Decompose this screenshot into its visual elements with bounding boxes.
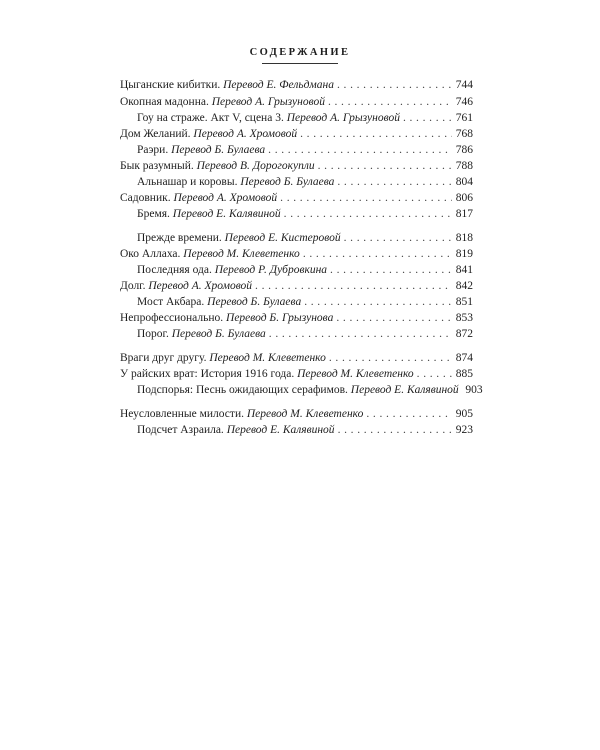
entry-title: Непрофессионально.	[120, 312, 224, 324]
dot-leader	[318, 159, 452, 173]
toc-entry[interactable]	[137, 175, 473, 189]
entry-title: Око Аллаха.	[120, 248, 181, 260]
toc-line	[0, 351, 600, 365]
entry-title: Окопная мадонна.	[120, 96, 209, 108]
entry-title: Порог.	[137, 328, 169, 340]
entry-page-number: 761	[455, 112, 473, 124]
toc-entry[interactable]	[120, 247, 473, 261]
toc-entry[interactable]	[137, 231, 473, 245]
toc-line	[0, 423, 600, 437]
entry-translator: Перевод А. Хромовой	[173, 192, 278, 204]
toc-line	[0, 247, 600, 261]
toc-line	[0, 383, 600, 397]
dot-leader	[280, 191, 452, 205]
entry-page-number: 872	[455, 328, 473, 340]
dot-leader	[255, 279, 452, 293]
entry-translator: Перевод М. Клеветенко	[183, 248, 300, 260]
dot-leader	[268, 143, 452, 157]
entry-page-number: 818	[455, 232, 473, 244]
entry-translator: Перевод Е. Кистеровой	[224, 232, 341, 244]
toc-entry[interactable]	[120, 127, 473, 141]
entry-page-number: 788	[455, 160, 473, 172]
dot-leader	[303, 247, 452, 261]
dot-leader	[284, 207, 452, 221]
toc-line	[0, 311, 600, 325]
entry-translator: Перевод Б. Булаева	[171, 144, 266, 156]
entry-title: Враги друг другу.	[120, 352, 207, 364]
entry-title: У райских врат: История 1916 года.	[120, 368, 295, 380]
entry-page-number: 744	[455, 79, 473, 91]
entry-page-number: 817	[455, 208, 473, 220]
dot-leader	[336, 311, 452, 325]
entry-title: Мост Акбара.	[137, 296, 205, 308]
entry-page-number: 806	[455, 192, 473, 204]
dot-leader	[328, 95, 452, 109]
entry-page-number: 819	[455, 248, 473, 260]
dot-leader	[329, 351, 452, 365]
entry-page-number: 746	[455, 96, 473, 108]
entry-translator: Перевод Б. Булаева	[207, 296, 302, 308]
toc-line	[0, 231, 600, 245]
toc-entry[interactable]	[137, 327, 473, 341]
entry-translator: Перевод М. Клеветенко	[246, 408, 364, 420]
entry-page-number: 842	[455, 280, 473, 292]
toc-entry[interactable]	[120, 95, 473, 109]
entry-translator: Перевод Е. Фельдмана	[223, 79, 334, 91]
entry-page-number: 923	[455, 424, 473, 436]
entry-title: Раэри.	[137, 144, 169, 156]
entry-translator: Перевод Р. Дубровкина	[214, 264, 328, 276]
toc-line	[0, 143, 600, 157]
toc-line	[0, 95, 600, 109]
contents-heading: СОДЕРЖАНИЕ	[249, 47, 351, 58]
dot-leader	[366, 407, 452, 421]
entry-translator: Перевод Б. Булаева	[171, 328, 266, 340]
toc-line	[0, 111, 600, 125]
entry-translator: Перевод А. Хромовой	[148, 280, 253, 292]
entry-page-number: 804	[455, 176, 473, 188]
toc-line	[0, 367, 600, 381]
toc-line	[0, 159, 600, 173]
dot-leader	[300, 127, 452, 141]
toc-entry[interactable]	[137, 263, 473, 277]
entry-translator: Перевод Е. Калявиной	[350, 384, 459, 396]
toc-entry[interactable]	[137, 383, 483, 397]
toc-entry[interactable]	[120, 78, 473, 92]
toc-line	[0, 175, 600, 189]
entry-title: Долг.	[120, 280, 146, 292]
entry-page-number: 874	[455, 352, 473, 364]
entry-translator: Перевод В. Дорогокупли	[196, 160, 315, 172]
toc-line	[0, 407, 600, 421]
entry-title: Альнашар и коровы.	[137, 176, 238, 188]
toc-line	[0, 127, 600, 141]
toc-entry[interactable]	[137, 207, 473, 221]
toc-line	[0, 263, 600, 277]
toc-entry[interactable]	[137, 423, 473, 437]
entry-title: Дом Желаний.	[120, 128, 191, 140]
dot-leader	[330, 263, 452, 277]
entry-title: Последняя ода.	[137, 264, 212, 276]
dot-leader	[403, 111, 452, 125]
entry-page-number: 786	[455, 144, 473, 156]
entry-title: Бык разумный.	[120, 160, 194, 172]
toc-line	[0, 327, 600, 341]
dot-leader	[417, 367, 452, 381]
entry-translator: Перевод Е. Калявиной	[172, 208, 281, 220]
entry-page-number: 885	[455, 368, 473, 380]
entry-page-number: 903	[465, 384, 483, 396]
entry-translator: Перевод Е. Калявиной	[226, 424, 335, 436]
dot-leader	[304, 295, 452, 309]
dot-leader	[338, 423, 452, 437]
entry-title: Неусловленные милости.	[120, 408, 244, 420]
toc-entry[interactable]	[137, 111, 473, 125]
dot-leader	[344, 231, 452, 245]
toc-entry[interactable]	[120, 367, 473, 381]
entry-page-number: 768	[455, 128, 473, 140]
entry-translator: Перевод Б. Булаева	[240, 176, 335, 188]
toc-line	[0, 207, 600, 221]
entry-translator: Перевод М. Клеветенко	[209, 352, 326, 364]
entry-translator: Перевод А. Грызуновой	[286, 112, 400, 124]
toc-entry[interactable]	[120, 311, 473, 325]
toc-line	[0, 279, 600, 293]
toc-entry[interactable]	[120, 407, 473, 421]
entry-page-number: 841	[455, 264, 473, 276]
dot-leader	[337, 175, 452, 189]
entry-page-number: 905	[455, 408, 473, 420]
toc-entry[interactable]	[137, 295, 473, 309]
entry-title: Гоу на страже. Акт V, сцена 3.	[137, 112, 284, 124]
toc-entry[interactable]	[120, 191, 473, 205]
dot-leader	[337, 78, 452, 92]
entry-title: Бремя.	[137, 208, 170, 220]
entry-title: Цыганские кибитки.	[120, 79, 221, 91]
toc-entry[interactable]	[137, 143, 473, 157]
toc-entry[interactable]	[120, 351, 473, 365]
toc-line	[0, 295, 600, 309]
heading-rule	[262, 63, 338, 64]
toc-entry[interactable]	[120, 159, 473, 173]
dot-leader	[269, 327, 452, 341]
entry-translator: Перевод А. Хромовой	[193, 128, 298, 140]
entry-translator: Перевод Б. Грызунова	[226, 312, 334, 324]
entry-page-number: 851	[455, 296, 473, 308]
toc-line	[0, 78, 600, 92]
toc-line	[0, 191, 600, 205]
entry-page-number: 853	[455, 312, 473, 324]
toc-entry[interactable]	[120, 279, 473, 293]
entry-title: Прежде времени.	[137, 232, 222, 244]
entry-title: Подсчет Азраила.	[137, 424, 224, 436]
entry-translator: Перевод М. Клеветенко	[297, 368, 414, 380]
entry-title: Подспорья: Песнь ожидающих серафимов.	[137, 384, 348, 396]
entry-translator: Перевод А. Грызуновой	[211, 96, 325, 108]
entry-title: Садовник.	[120, 192, 171, 204]
